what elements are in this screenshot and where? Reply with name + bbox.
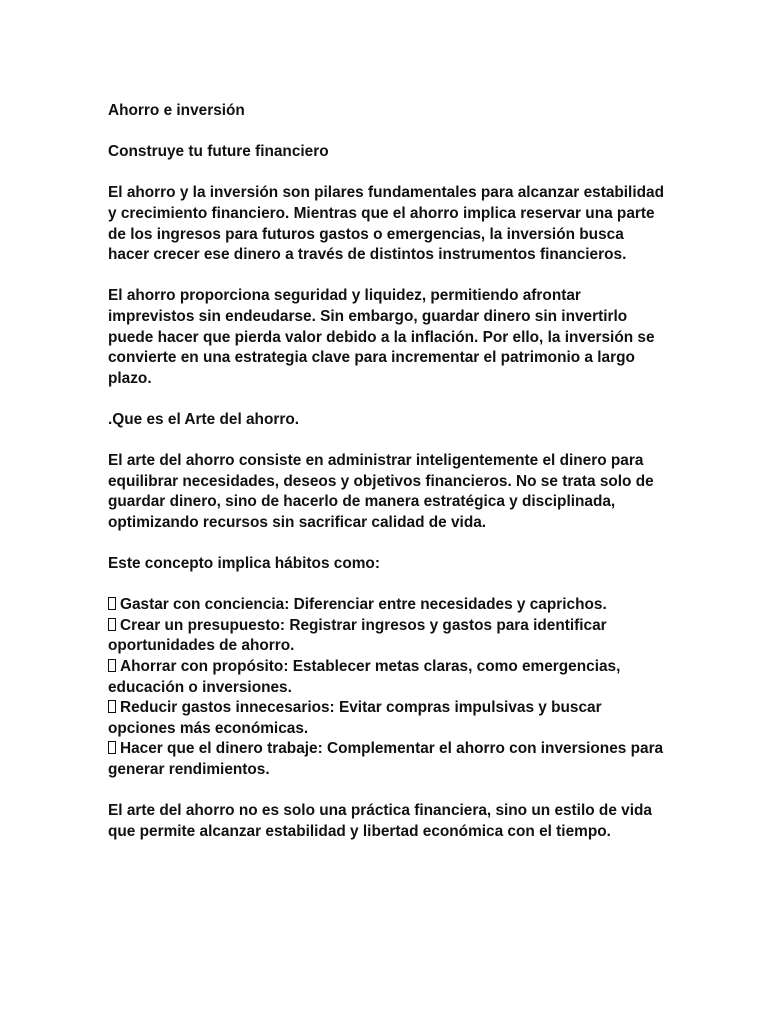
section-heading: .Que es el Arte del ahorro. [108,410,300,428]
document-title: Ahorro e inversión [108,102,245,119]
habit-text: Crear un presupuesto: Registrar ingresos y gastos para identificar oportunidades de ahorro. [108,616,607,655]
habits-list [108,595,664,780]
habit-text: Reducir gastos innecesarios: Evitar compras impulsivas y buscar opciones más económicas. [108,699,602,737]
missing-glyph-box-icon [108,741,116,754]
section-paragraph: El arte del ahorro consiste en administrar inteligentemente el dinero para equilibrar necesidades, deseos y objetivos financieros. No se trata solo de guardar dinero, sino de hacerlo de manera estratégica y disciplinada, optimizando recursos sin sacrificar calidad de vida. [108,452,654,531]
intro-paragraph-2: El ahorro proporciona seguridad y liquidez, permitiendo afrontar imprevistos sin endeudarse. Sin embargo, guardar dinero sin invertirlo puede hacer que pierda valor debido a la inflación. Por ello, la inversión se convierte en una estrategia clave para incrementar el patrimonio a largo plazo. [108,287,655,387]
missing-glyph-box-icon [108,659,116,672]
missing-glyph-box-icon [108,700,116,713]
intro-paragraph-1: El ahorro y la inversión son pilares fundamentales para alcanzar estabilidad y crecimiento financiero. Mientras que el ahorro implica reservar una parte de los ingresos para futuros gastos o emergencias, la inversión busca hacer crecer ese dinero a través de distintos instrumentos financieros. [108,184,664,264]
habit-item [108,698,664,739]
document-page [108,101,664,863]
habit-item [108,657,664,698]
closing-paragraph: El arte del ahorro no es solo una práctica financiera, sino un estilo de vida que permite alcanzar estabilidad y libertad económica con el tiempo. [108,802,652,840]
habit-text: Ahorrar con propósito: Establecer metas claras, como emergencias, educación o inversiones. [108,658,621,696]
document-subtitle: Construye tu future financiero [108,143,329,161]
habits-intro: Este concepto implica hábitos como: [108,555,380,573]
habit-item [108,616,664,657]
habit-item [108,739,664,780]
habit-item [108,595,664,616]
missing-glyph-box-icon [108,597,116,610]
habit-text: Hacer que el dinero trabaje: Complementar el ahorro con inversiones para generar rendimientos. [108,740,664,778]
habit-text: Gastar con conciencia: Diferenciar entre necesidades y caprichos. [120,596,607,614]
missing-glyph-box-icon [108,618,116,631]
